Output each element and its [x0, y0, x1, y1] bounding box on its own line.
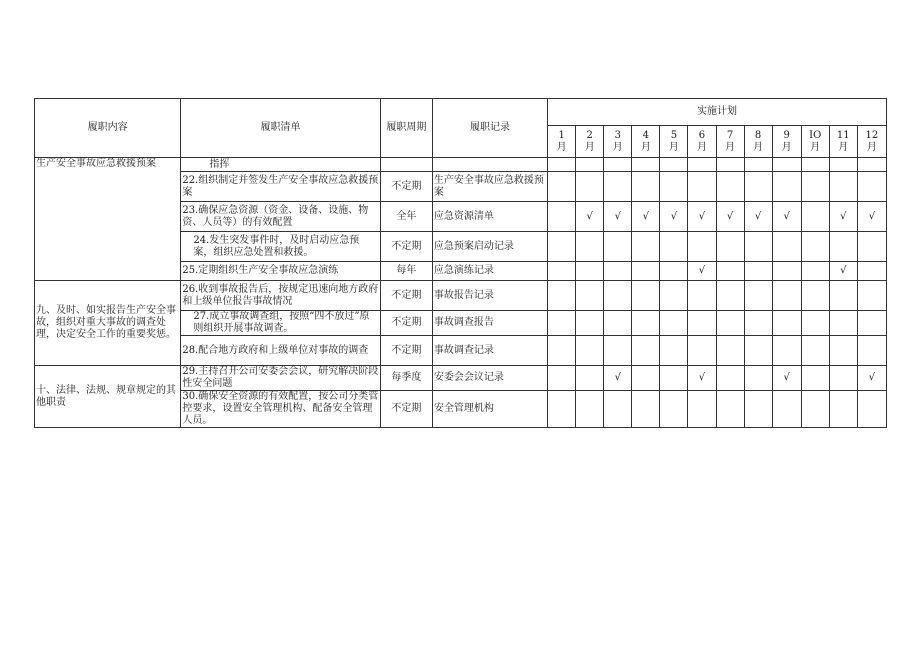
- plan-mark-cell: [829, 366, 857, 391]
- record-cell: 安全管理机构: [432, 391, 547, 428]
- period-cell: 全年: [380, 202, 432, 232]
- plan-mark-cell: [744, 172, 772, 202]
- plan-mark-cell: [716, 281, 744, 311]
- plan-mark-cell: [716, 311, 744, 336]
- duty-table: [34, 98, 887, 428]
- plan-mark-cell: [857, 172, 886, 202]
- plan-mark-cell: √: [604, 366, 632, 391]
- duty-content-cell: 九、及时、如实报告生产安全事故，组织对重大事故的调查处理，决定安全工作的重要奖惩。: [35, 281, 181, 366]
- table-row: [35, 366, 887, 391]
- header-record: 履职记录: [432, 99, 547, 158]
- record-cell: 生产安全事故应急救援预案: [432, 172, 547, 202]
- record-cell: 安委会会议记录: [432, 366, 547, 391]
- plan-mark-cell: [688, 311, 716, 336]
- record-cell: 应急预案启动记录: [432, 232, 547, 262]
- plan-mark-cell: [744, 311, 772, 336]
- record-cell: 事故调查记录: [432, 336, 547, 366]
- plan-mark-cell: [716, 232, 744, 262]
- plan-mark-cell: [576, 172, 604, 202]
- plan-mark-cell: [801, 366, 829, 391]
- header-row: [35, 99, 887, 126]
- plan-mark-cell: [744, 262, 772, 281]
- month-header: 8 月: [744, 126, 772, 158]
- plan-mark-cell: [857, 232, 886, 262]
- plan-mark-cell: [772, 281, 801, 311]
- duty-content-cell: 生产安全事故应急救援预案: [35, 158, 181, 281]
- plan-mark-cell: [688, 391, 716, 428]
- plan-mark-cell: [857, 336, 886, 366]
- plan-mark-cell: [857, 391, 886, 428]
- duty-item-cell: 指挥: [181, 158, 380, 172]
- plan-mark-cell: [716, 391, 744, 428]
- plan-mark-cell: √: [857, 366, 886, 391]
- plan-mark-cell: [576, 158, 604, 172]
- plan-mark-cell: √: [660, 202, 688, 232]
- plan-mark-cell: [801, 232, 829, 262]
- plan-mark-cell: [801, 391, 829, 428]
- record-cell: 应急资源清单: [432, 202, 547, 232]
- plan-mark-cell: [801, 281, 829, 311]
- month-header: 4 月: [632, 126, 660, 158]
- table-row: [35, 281, 887, 311]
- plan-mark-cell: √: [576, 202, 604, 232]
- plan-mark-cell: [548, 172, 576, 202]
- plan-mark-cell: √: [857, 202, 886, 232]
- plan-mark-cell: [548, 336, 576, 366]
- plan-mark-cell: [604, 336, 632, 366]
- plan-mark-cell: √: [772, 366, 801, 391]
- period-cell: 不定期: [380, 232, 432, 262]
- plan-mark-cell: [660, 172, 688, 202]
- plan-mark-cell: [801, 311, 829, 336]
- header-plan: 实施计划: [548, 99, 887, 126]
- plan-mark-cell: √: [716, 202, 744, 232]
- plan-mark-cell: [744, 158, 772, 172]
- plan-mark-cell: [829, 158, 857, 172]
- month-header: 9 月: [772, 126, 801, 158]
- plan-mark-cell: [548, 391, 576, 428]
- plan-mark-cell: √: [632, 202, 660, 232]
- plan-mark-cell: [829, 336, 857, 366]
- duty-item-cell: 29.主持召开公司安委会会议，研究解决阶段性安全问题: [181, 366, 380, 391]
- plan-mark-cell: [604, 281, 632, 311]
- plan-mark-cell: [548, 262, 576, 281]
- duty-item-cell: 23.确保应急资源（资金、设备、设施、物资、人员等）的有效配置: [181, 202, 380, 232]
- plan-mark-cell: [576, 262, 604, 281]
- plan-mark-cell: √: [688, 202, 716, 232]
- month-header: IO 月: [801, 126, 829, 158]
- duty-item-cell: 30.确保安全资源的有效配置，按公司分类管控要求，设置安全管理机构、配备安全管理人员。: [181, 391, 380, 428]
- period-cell: 不定期: [380, 311, 432, 336]
- plan-mark-cell: [801, 172, 829, 202]
- plan-mark-cell: √: [604, 202, 632, 232]
- plan-mark-cell: [660, 366, 688, 391]
- plan-mark-cell: [688, 281, 716, 311]
- plan-mark-cell: [772, 262, 801, 281]
- period-cell: 每季度: [380, 366, 432, 391]
- plan-mark-cell: [548, 366, 576, 391]
- month-header: 5 月: [660, 126, 688, 158]
- month-header: 11 月: [829, 126, 857, 158]
- plan-mark-cell: [716, 172, 744, 202]
- plan-mark-cell: √: [688, 262, 716, 281]
- period-cell: 不定期: [380, 336, 432, 366]
- record-cell: 事故报告记录: [432, 281, 547, 311]
- plan-mark-cell: [632, 172, 660, 202]
- period-cell: 不定期: [380, 281, 432, 311]
- plan-mark-cell: [632, 232, 660, 262]
- plan-mark-cell: [548, 202, 576, 232]
- plan-mark-cell: [857, 262, 886, 281]
- plan-mark-cell: [716, 336, 744, 366]
- plan-mark-cell: [829, 311, 857, 336]
- plan-mark-cell: [744, 366, 772, 391]
- plan-mark-cell: [660, 158, 688, 172]
- plan-mark-cell: [604, 232, 632, 262]
- plan-mark-cell: [632, 311, 660, 336]
- plan-mark-cell: [716, 158, 744, 172]
- month-header: 2 月: [576, 126, 604, 158]
- plan-mark-cell: [716, 262, 744, 281]
- plan-mark-cell: [829, 281, 857, 311]
- plan-mark-cell: [660, 262, 688, 281]
- plan-mark-cell: [632, 336, 660, 366]
- plan-mark-cell: [548, 158, 576, 172]
- plan-mark-cell: [744, 391, 772, 428]
- plan-mark-cell: [801, 262, 829, 281]
- plan-mark-cell: [772, 336, 801, 366]
- month-header: 6 月: [688, 126, 716, 158]
- plan-mark-cell: [548, 281, 576, 311]
- duty-item-cell: 26.收到事故报告后，按规定迅速向地方政府和上级单位报告事故情况: [181, 281, 380, 311]
- plan-mark-cell: [632, 391, 660, 428]
- plan-mark-cell: [801, 202, 829, 232]
- header-period: 履职周期: [380, 99, 432, 158]
- plan-mark-cell: [801, 336, 829, 366]
- header-content: 履职内容: [35, 99, 181, 158]
- plan-mark-cell: [576, 281, 604, 311]
- duty-item-cell: 25.定期组织生产安全事故应急演练: [181, 262, 380, 281]
- record-cell: 应急演练记录: [432, 262, 547, 281]
- plan-mark-cell: √: [829, 202, 857, 232]
- plan-mark-cell: [632, 366, 660, 391]
- header-list: 履职清单: [181, 99, 380, 158]
- plan-mark-cell: [576, 232, 604, 262]
- plan-mark-cell: [772, 311, 801, 336]
- plan-mark-cell: √: [688, 366, 716, 391]
- plan-mark-cell: [801, 158, 829, 172]
- plan-mark-cell: [604, 172, 632, 202]
- plan-mark-cell: [772, 391, 801, 428]
- record-cell: [432, 158, 547, 172]
- plan-mark-cell: [632, 262, 660, 281]
- period-cell: [380, 158, 432, 172]
- plan-mark-cell: [829, 391, 857, 428]
- period-cell: 不定期: [380, 391, 432, 428]
- plan-mark-cell: [772, 172, 801, 202]
- plan-mark-cell: [829, 232, 857, 262]
- plan-mark-cell: [576, 311, 604, 336]
- table-row: [35, 158, 887, 172]
- plan-mark-cell: [857, 311, 886, 336]
- record-cell: 事故调查报告: [432, 311, 547, 336]
- period-cell: 每年: [380, 262, 432, 281]
- plan-mark-cell: [744, 232, 772, 262]
- duty-item-cell: 28.配合地方政府和上级单位对事故的调查: [181, 336, 380, 366]
- plan-mark-cell: [660, 391, 688, 428]
- plan-mark-cell: [604, 158, 632, 172]
- plan-mark-cell: [660, 336, 688, 366]
- plan-mark-cell: [660, 281, 688, 311]
- duty-item-cell: 27.成立事故调查组，按照“四不放过”原则组织开展事故调查。: [181, 311, 380, 336]
- plan-mark-cell: [829, 172, 857, 202]
- plan-mark-cell: √: [829, 262, 857, 281]
- plan-mark-cell: [744, 336, 772, 366]
- plan-mark-cell: [548, 232, 576, 262]
- plan-mark-cell: [604, 262, 632, 281]
- plan-mark-cell: [660, 311, 688, 336]
- plan-mark-cell: [660, 232, 688, 262]
- plan-mark-cell: [604, 391, 632, 428]
- plan-mark-cell: [857, 281, 886, 311]
- plan-mark-cell: [772, 232, 801, 262]
- period-cell: 不定期: [380, 172, 432, 202]
- plan-mark-cell: [576, 366, 604, 391]
- plan-mark-cell: [688, 336, 716, 366]
- plan-mark-cell: [604, 311, 632, 336]
- duty-item-cell: 24.发生突发事件时，及时启动应急预案，组织应急处置和救援。: [181, 232, 380, 262]
- duty-item-cell: 22.组织制定并签发生产安全事故应急救援预案: [181, 172, 380, 202]
- plan-mark-cell: [632, 281, 660, 311]
- plan-mark-cell: [688, 158, 716, 172]
- plan-mark-cell: [632, 158, 660, 172]
- plan-mark-cell: √: [772, 202, 801, 232]
- month-header: 12 月: [857, 126, 886, 158]
- plan-mark-cell: [857, 158, 886, 172]
- plan-mark-cell: [688, 232, 716, 262]
- plan-mark-cell: [688, 172, 716, 202]
- plan-mark-cell: [548, 311, 576, 336]
- month-header: 7 月: [716, 126, 744, 158]
- plan-mark-cell: [772, 158, 801, 172]
- plan-mark-cell: [716, 366, 744, 391]
- month-header: 3 月: [604, 126, 632, 158]
- plan-mark-cell: [576, 391, 604, 428]
- duty-content-cell: 十、法律、法规、规章规定的其他职责: [35, 366, 181, 428]
- plan-mark-cell: [576, 336, 604, 366]
- plan-mark-cell: [744, 281, 772, 311]
- plan-mark-cell: √: [744, 202, 772, 232]
- month-header: 1 月: [548, 126, 576, 158]
